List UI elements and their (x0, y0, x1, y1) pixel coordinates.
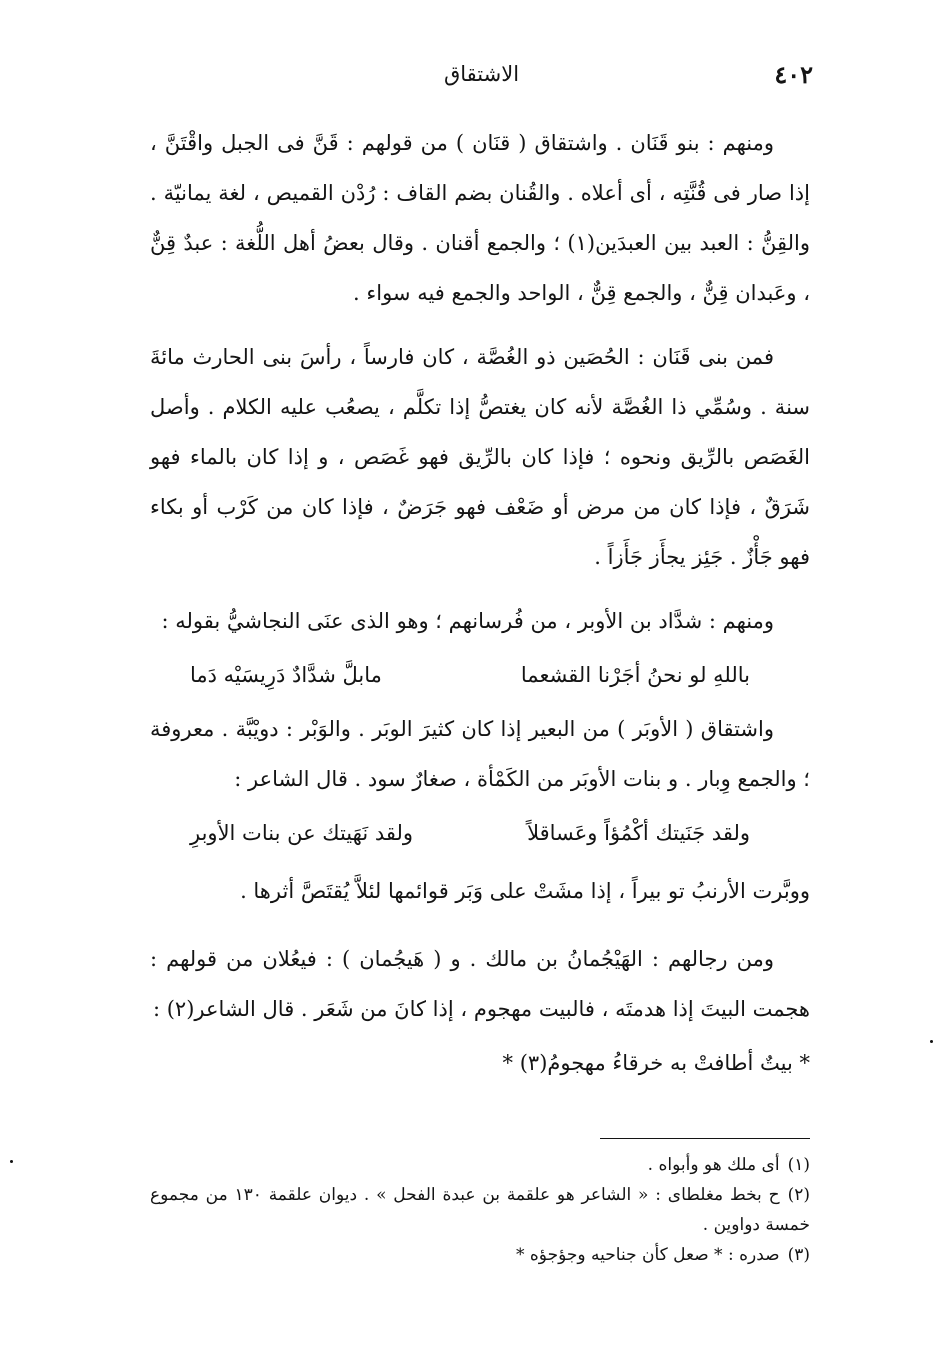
footnote-1-text: أى ملك هو وأبواه . (647, 1155, 780, 1175)
running-title: الاشتقاق (443, 62, 520, 86)
verse-3: ووبَّرت الأرنبُ تو بيراً ، إذا مشَتْ على وَبَر قوائمها لئلاَّ يُقتَصَّ أثرها . (240, 879, 810, 903)
paragraph-3: ومنهم : شدَّاد بن الأوبر ، من فُرسانهم ؛ وهو الذى عنَى النجاشيُّ بقوله : (161, 609, 774, 633)
footnote-2 (150, 1180, 810, 1240)
verse-2-hemistich-2: ولقد نَهَيتك عن بنات الأوبرِ (190, 821, 414, 845)
paragraph-4: واشتقاق ( الأوبَر ) من البعير إذا كان كثيرَ الوبَر . والوَبْر : دويْبَّة . معروفة ؛ والجمع وِبار . و بنات الأوبَر من الكَمْأة ، صغارٌ سود . قال الشاعر : (150, 717, 810, 791)
verse-4: * بيتٌ أطافتْ به خرقاءُ مهجومُ(٣) * (502, 1051, 810, 1075)
paragraph-1: ومنهم : بنو قَنَان . واشتقاق ( قنَان ) من قولهم : قَنَّ فى الجبل واقْتَنَّ ، إذا صار فى قُنَّتِه ، أى أعلاه . والقُنان بضم القاف : رُدْن القميص ، لغة يمانيّة . والقِنُّ : العبد بين العبدَين(١) ؛ والجمع أقنان . وقال بعضُ أهل اللُّغة : عبدٌ قِنٌّ ، وعَبدان قِنٌّ ، والجمع قِنٌّ ، الواحد والجمع فيه سواء . (150, 131, 810, 305)
footnote-1-number: (١) (787, 1155, 810, 1175)
footnote-3-text: صدره : (727, 1245, 780, 1265)
page-header (150, 60, 813, 100)
footnote-2-text: ح بخط مغلطاى : « الشاعر هو علقمة بن عبدة الفحل » . ديوان علقمة ١٣٠ من مجموع خمسة دواوين . (150, 1185, 810, 1235)
verse-1 (150, 646, 810, 704)
footnotes (150, 1150, 810, 1270)
footnote-3-number: (٣) (787, 1245, 810, 1265)
verse-1-hemistich-1: باللهِ لو نحنُ أجَرْنا القشعما (520, 663, 750, 687)
footnote-1 (150, 1150, 810, 1180)
paragraph-2: فمن بنى قَنَان : الحُصَين ذو الغُصَّة ، كان فارساً ، رأسَ بنى الحارث مائةَ سنة . وسُمِّي ذا الغُصَّة لأنه كان يغتصُّ إذا تكلَّم ، يصعُب عليه الكلام . وأصل الغَصَص بالرِّيق ونحوه ؛ فإذا كان بالرِّيق فهو غَصَص ، و إذا كان بالماء فهو شَرَقٌ ، فإذا كان من مرض أو ضَعْف فهو جَرَضٌ ، فإذا كان من كَرْب أو بكاء فهو جَأْزٌ . جَئِز يجأَز جَأَزاً . (150, 345, 810, 569)
verse-1-hemistich-2: مابلَّ شدَّادٌ دَرِيسَيْه دَما (190, 663, 382, 687)
scan-speck (10, 1160, 13, 1163)
scan-speck (930, 1040, 933, 1043)
footnote-2-number: (٢) (787, 1185, 810, 1205)
page-number: ٤٠٢ (774, 60, 813, 89)
verse-2 (150, 804, 810, 862)
paragraph-5: ومن رجالهم : الهَيْجُمانُ بن مالك . و ( هَيجُمان ) : فيعُلان من قولهم : هجمت البيتَ إذا هدمتَه ، فالبيت مهجوم ، إذا كانَ من شَعَر . قال الشاعر(٢) : (150, 947, 810, 1021)
footnote-divider (600, 1138, 810, 1139)
main-text (150, 118, 810, 1092)
footnote-3-verse: * صعل كأن جناحيه وجؤجؤه * (516, 1245, 723, 1265)
verse-2-hemistich-1: ولقد جَنَيتك أكْمُؤاً وعَساقلاً (527, 821, 750, 845)
footnote-3 (150, 1240, 810, 1270)
